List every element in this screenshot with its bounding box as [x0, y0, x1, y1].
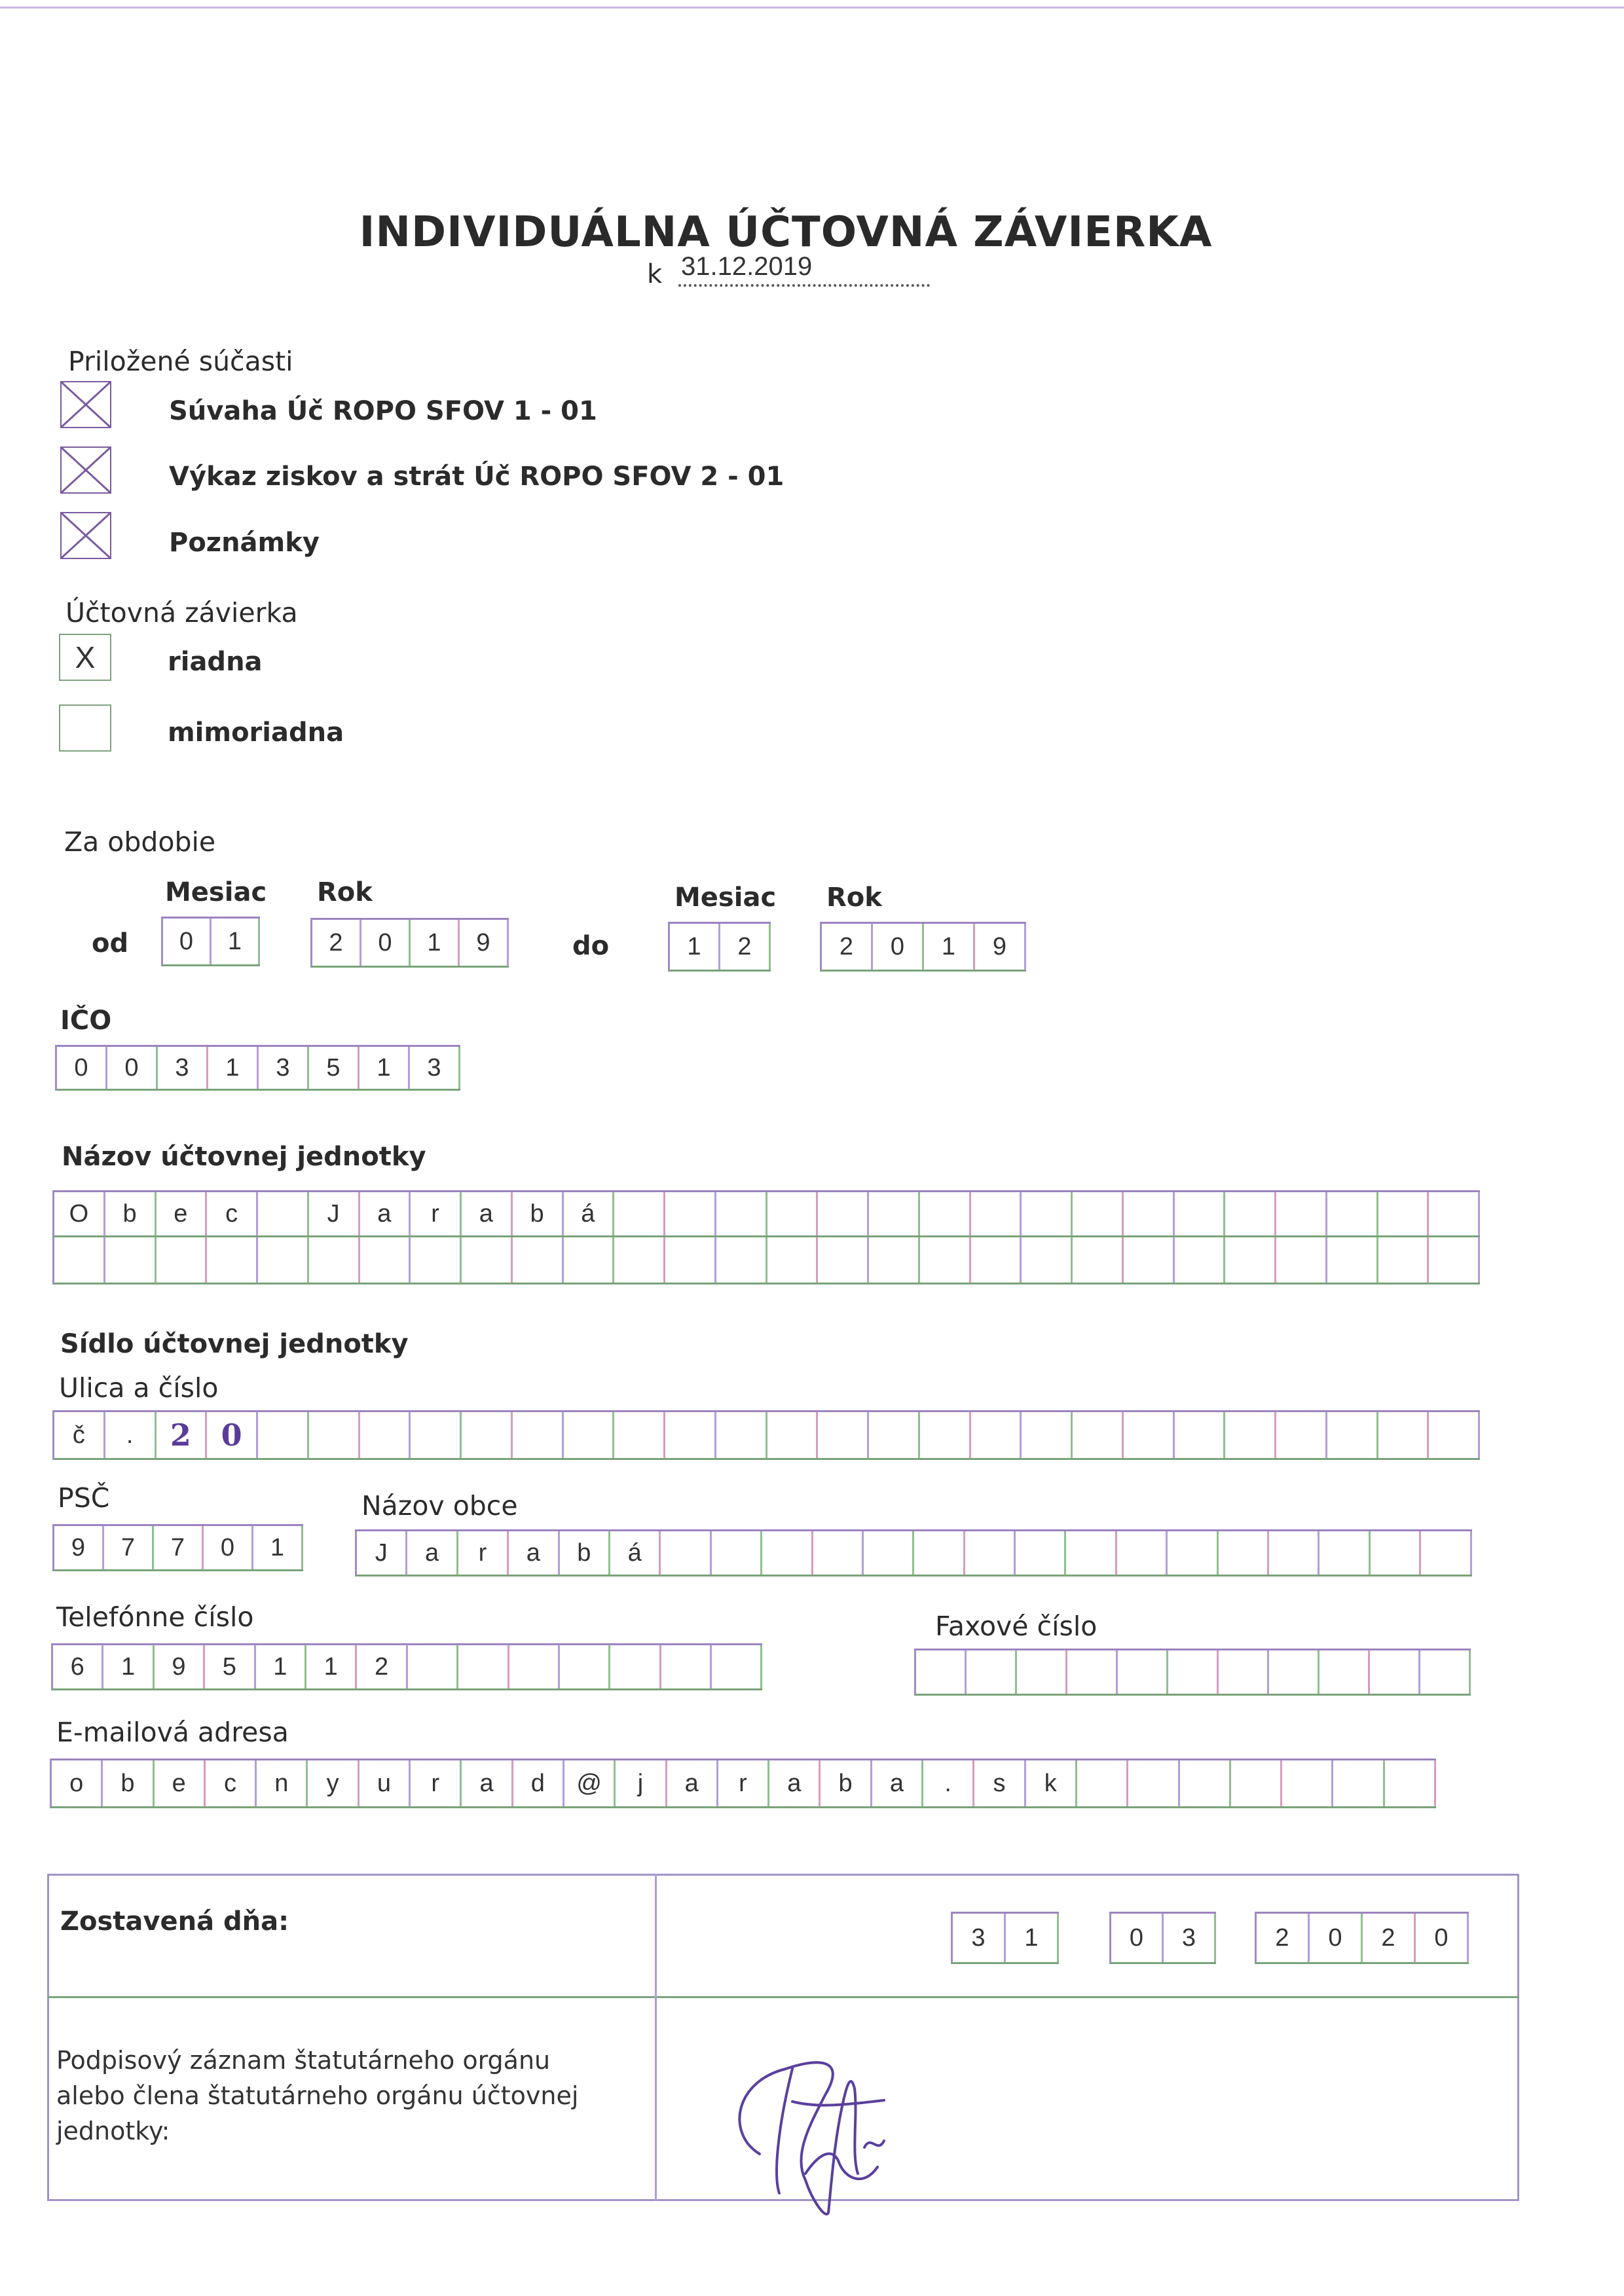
char-cell — [564, 1412, 615, 1458]
char-cell — [665, 1192, 716, 1235]
signature-box-divider — [47, 1996, 1519, 1998]
char-cell: a — [872, 1760, 923, 1806]
char-cell: 6 — [53, 1645, 103, 1688]
unit-name-label: Názov účtovnej jednotky — [62, 1142, 426, 1172]
char-cell: 9 — [155, 1645, 205, 1688]
char-cell: a — [769, 1760, 821, 1806]
char-cell: á — [564, 1192, 615, 1235]
char-cell — [1175, 1237, 1226, 1283]
char-cell: 2 — [312, 920, 361, 966]
char-cell — [813, 1531, 864, 1575]
char-cell — [1225, 1237, 1276, 1283]
char-cell — [661, 1645, 712, 1688]
char-cell: J — [357, 1531, 407, 1575]
char-cell — [614, 1237, 665, 1283]
char-cell: 9 — [975, 924, 1026, 970]
char-cell — [1231, 1760, 1282, 1806]
period-from-year-field[interactable] — [310, 918, 509, 968]
char-cell — [1429, 1192, 1480, 1235]
phone-label: Telefónne číslo — [56, 1601, 254, 1633]
char-cell: b — [105, 1192, 157, 1235]
char-cell: 5 — [309, 1047, 360, 1089]
char-cell — [661, 1531, 711, 1575]
fax-label: Faxové číslo — [935, 1611, 1098, 1642]
char-cell — [1168, 1531, 1218, 1575]
char-cell — [818, 1237, 869, 1283]
char-cell — [411, 1237, 462, 1283]
char-cell — [1429, 1237, 1480, 1283]
char-cell — [1066, 1531, 1116, 1575]
unit-name-row1[interactable] — [52, 1190, 1480, 1237]
char-cell: . — [923, 1760, 974, 1806]
char-cell: d — [513, 1760, 564, 1806]
char-cell — [971, 1412, 1022, 1458]
psc-field[interactable] — [52, 1524, 303, 1571]
char-cell — [462, 1412, 513, 1458]
attachment-checkbox-income[interactable] — [60, 446, 111, 494]
signature-note: Podpisový záznam štatutárneho orgánu alebo člena štatutárneho orgánu účtovnej jednotky: — [56, 2046, 579, 2145]
char-cell: a — [462, 1760, 513, 1806]
char-cell: 3 — [1164, 1914, 1216, 1962]
city-label: Názov obce — [361, 1490, 518, 1522]
char-cell — [869, 1192, 920, 1235]
unit-name-row2[interactable] — [52, 1237, 1480, 1285]
char-cell: b — [513, 1192, 564, 1235]
char-cell — [1269, 1531, 1320, 1575]
char-cell: 0 — [1416, 1914, 1469, 1962]
char-cell — [157, 1237, 208, 1283]
char-cell — [1017, 1650, 1067, 1694]
char-cell — [1225, 1192, 1276, 1235]
char-cell — [920, 1412, 971, 1458]
char-cell: O — [54, 1192, 105, 1235]
period-to-year-label: Rok — [826, 883, 882, 913]
char-cell — [920, 1237, 971, 1283]
char-cell — [1276, 1192, 1327, 1235]
compiled-month-field[interactable] — [1109, 1912, 1216, 1964]
char-cell: J — [309, 1192, 360, 1235]
char-cell: o — [52, 1760, 103, 1806]
closing-extraordinary-checkbox[interactable] — [59, 704, 111, 752]
char-cell: 0 — [1111, 1914, 1164, 1962]
char-cell — [408, 1645, 458, 1688]
char-cell: 2 — [157, 1412, 208, 1458]
char-cell: b — [560, 1531, 610, 1575]
char-cell — [1225, 1412, 1276, 1458]
address-heading: Sídlo účtovnej jednotky — [60, 1329, 409, 1359]
char-cell — [509, 1645, 560, 1688]
char-cell — [665, 1412, 716, 1458]
char-cell — [1333, 1760, 1384, 1806]
char-cell — [1371, 1531, 1421, 1575]
period-to-label: do — [572, 931, 610, 961]
char-cell — [1124, 1192, 1175, 1235]
char-cell: 1 — [103, 1645, 154, 1688]
ico-label: IČO — [60, 1006, 112, 1036]
period-from-year-label: Rok — [317, 877, 373, 907]
char-cell — [914, 1531, 965, 1575]
char-cell: 9 — [460, 920, 509, 966]
char-cell — [360, 1237, 411, 1283]
char-cell — [971, 1237, 1022, 1283]
char-cell — [1327, 1192, 1378, 1235]
char-cell: s — [974, 1760, 1025, 1806]
char-cell: a — [462, 1192, 513, 1235]
char-cell: 3 — [953, 1914, 1006, 1962]
char-cell — [1282, 1760, 1333, 1806]
char-cell — [716, 1412, 767, 1458]
char-cell — [411, 1412, 462, 1458]
fax-field[interactable] — [914, 1649, 1471, 1696]
char-cell — [965, 1531, 1016, 1575]
checkbox-cross-icon — [62, 513, 110, 558]
char-cell — [665, 1237, 716, 1283]
compiled-day-field[interactable] — [951, 1912, 1059, 1964]
char-cell — [1269, 1650, 1320, 1694]
char-cell — [1420, 1650, 1471, 1694]
period-from-month-label: Mesiac — [165, 877, 267, 907]
char-cell — [1276, 1237, 1327, 1283]
char-cell — [560, 1645, 610, 1688]
email-field[interactable] — [50, 1758, 1436, 1808]
char-cell — [1180, 1760, 1231, 1806]
char-cell — [1219, 1650, 1269, 1694]
char-cell: e — [155, 1760, 206, 1806]
char-cell — [258, 1237, 309, 1283]
char-cell — [614, 1412, 665, 1458]
period-to-year-field[interactable] — [820, 922, 1026, 972]
char-cell — [1124, 1237, 1175, 1283]
attachment-label-notes: Poznámky — [169, 528, 320, 558]
char-cell — [1022, 1412, 1073, 1458]
char-cell: 3 — [410, 1047, 460, 1089]
period-heading: Za obdobie — [64, 826, 216, 858]
char-cell: 2 — [822, 924, 873, 970]
char-cell: y — [308, 1760, 359, 1806]
attachment-label-income: Výkaz ziskov a strát Úč ROPO SFOV 2 - 01 — [169, 462, 784, 492]
char-cell — [458, 1645, 509, 1688]
char-cell: c — [207, 1192, 258, 1235]
char-cell — [564, 1237, 615, 1283]
char-cell — [1073, 1412, 1124, 1458]
attachment-label-balance: Súvaha Úč ROPO SFOV 1 - 01 — [169, 396, 597, 426]
char-cell — [1378, 1412, 1430, 1458]
char-cell: 2 — [357, 1645, 407, 1688]
char-cell — [1175, 1192, 1226, 1235]
handwritten-signature — [714, 2023, 910, 2232]
period-to-month-field[interactable] — [668, 922, 771, 972]
char-cell — [1175, 1412, 1226, 1458]
char-cell — [1219, 1531, 1269, 1575]
char-cell: 1 — [360, 1047, 410, 1089]
document-title: INDIVIDUÁLNA ÚČTOVNÁ ZÁVIERKA — [359, 208, 1213, 257]
street-label: Ulica a číslo — [59, 1372, 219, 1404]
char-cell: 0 — [107, 1047, 158, 1089]
char-cell: 2 — [1257, 1914, 1310, 1962]
char-cell: 0 — [57, 1047, 107, 1089]
char-cell: 1 — [212, 919, 260, 964]
ico-field[interactable] — [55, 1045, 460, 1091]
char-cell: k — [1026, 1760, 1077, 1806]
char-cell — [712, 1531, 762, 1575]
char-cell — [1168, 1650, 1219, 1694]
char-cell: e — [157, 1192, 208, 1235]
char-cell — [513, 1237, 564, 1283]
char-cell — [916, 1650, 967, 1694]
char-cell — [105, 1237, 157, 1283]
checkbox-cross-icon — [62, 382, 110, 427]
char-cell — [1378, 1237, 1430, 1283]
char-cell: 0 — [207, 1412, 258, 1458]
char-cell — [712, 1645, 762, 1688]
char-cell — [1327, 1412, 1378, 1458]
period-from-label: od — [92, 928, 129, 958]
char-cell — [920, 1192, 971, 1235]
char-cell: 1 — [253, 1526, 303, 1569]
char-cell — [207, 1237, 258, 1283]
date-field[interactable]: 31.12.2019 — [678, 252, 930, 287]
char-cell: 2 — [1363, 1914, 1416, 1962]
char-cell — [1385, 1760, 1436, 1806]
char-cell — [869, 1237, 920, 1283]
char-cell: a — [667, 1760, 718, 1806]
char-cell: 5 — [205, 1645, 255, 1688]
char-cell — [258, 1412, 309, 1458]
char-cell — [309, 1412, 360, 1458]
compiled-label: Zostavená dňa: — [60, 1906, 289, 1937]
char-cell — [971, 1192, 1022, 1235]
char-cell — [1124, 1412, 1175, 1458]
attachment-checkbox-balance[interactable] — [60, 381, 111, 428]
attachments-heading: Priložené súčasti — [68, 346, 293, 377]
closing-extraordinary-label: mimoriadna — [168, 718, 344, 748]
phone-field[interactable] — [51, 1643, 762, 1690]
char-cell: a — [407, 1531, 458, 1575]
char-cell: 0 — [873, 924, 924, 970]
char-cell: c — [206, 1760, 257, 1806]
top-edge-line — [0, 7, 1624, 9]
char-cell: 1 — [924, 924, 975, 970]
char-cell: a — [509, 1531, 559, 1575]
checkbox-cross-icon — [62, 448, 110, 492]
char-cell — [1320, 1650, 1370, 1694]
char-cell — [360, 1412, 411, 1458]
char-cell — [767, 1192, 819, 1235]
char-cell — [716, 1192, 767, 1235]
char-cell: 9 — [54, 1526, 104, 1569]
period-to-month-label: Mesiac — [674, 883, 777, 913]
attachment-checkbox-notes[interactable] — [60, 512, 111, 559]
char-cell: r — [718, 1760, 769, 1806]
date-prefix: k — [647, 259, 663, 289]
char-cell — [818, 1192, 869, 1235]
city-field[interactable] — [355, 1529, 1472, 1576]
char-cell — [869, 1412, 920, 1458]
char-cell: u — [360, 1760, 411, 1806]
period-from-month-field[interactable] — [161, 917, 260, 966]
char-cell — [54, 1237, 105, 1283]
char-cell: 2 — [720, 924, 771, 970]
signature-box-vdivider — [655, 1874, 657, 2201]
char-cell — [610, 1645, 661, 1688]
char-cell: 0 — [1310, 1914, 1363, 1962]
char-cell — [767, 1237, 819, 1283]
char-cell — [1067, 1650, 1118, 1694]
char-cell — [1117, 1531, 1168, 1575]
char-cell: a — [360, 1192, 411, 1235]
char-cell: 0 — [204, 1526, 253, 1569]
closing-regular-checkbox[interactable]: X — [59, 634, 111, 681]
char-cell: r — [458, 1531, 509, 1575]
char-cell: 1 — [306, 1645, 357, 1688]
psc-label: PSČ — [58, 1482, 110, 1514]
char-cell: 3 — [158, 1047, 208, 1089]
char-cell — [462, 1237, 513, 1283]
char-cell — [716, 1237, 767, 1283]
char-cell: . — [105, 1412, 157, 1458]
closing-heading: Účtovná závierka — [65, 597, 298, 629]
char-cell — [1022, 1192, 1073, 1235]
char-cell — [1327, 1237, 1378, 1283]
char-cell — [513, 1412, 564, 1458]
char-cell: č — [54, 1412, 105, 1458]
char-cell: r — [411, 1760, 462, 1806]
char-cell: 1 — [411, 920, 460, 966]
char-cell: b — [103, 1760, 154, 1806]
char-cell — [1378, 1192, 1430, 1235]
char-cell — [967, 1650, 1017, 1694]
char-cell — [1073, 1237, 1124, 1283]
char-cell — [1077, 1760, 1128, 1806]
char-cell — [818, 1412, 869, 1458]
char-cell — [1429, 1412, 1480, 1458]
char-cell — [864, 1531, 914, 1575]
char-cell: @ — [564, 1760, 616, 1806]
char-cell — [762, 1531, 813, 1575]
closing-regular-label: riadna — [168, 647, 263, 677]
char-cell — [614, 1192, 665, 1235]
char-cell — [1128, 1760, 1179, 1806]
char-cell: 7 — [154, 1526, 204, 1569]
char-cell: b — [821, 1760, 872, 1806]
char-cell: 7 — [104, 1526, 154, 1569]
char-cell: 1 — [256, 1645, 306, 1688]
char-cell — [1073, 1192, 1124, 1235]
char-cell: 1 — [1006, 1914, 1059, 1962]
char-cell — [258, 1192, 309, 1235]
char-cell — [1118, 1650, 1168, 1694]
email-label: E-mailová adresa — [56, 1717, 289, 1748]
char-cell: á — [610, 1531, 661, 1575]
char-cell: 0 — [361, 920, 411, 966]
char-cell: 1 — [670, 924, 720, 970]
char-cell — [767, 1412, 819, 1458]
char-cell: 3 — [259, 1047, 309, 1089]
char-cell — [1022, 1237, 1073, 1283]
char-cell: j — [616, 1760, 667, 1806]
char-cell — [1276, 1412, 1327, 1458]
char-cell — [1421, 1531, 1471, 1575]
char-cell: 1 — [208, 1047, 259, 1089]
char-cell — [1320, 1531, 1370, 1575]
char-cell — [309, 1237, 360, 1283]
char-cell: n — [257, 1760, 308, 1806]
char-cell: r — [411, 1192, 462, 1235]
char-cell — [1016, 1531, 1066, 1575]
char-cell: 0 — [163, 919, 212, 964]
compiled-year-field[interactable] — [1255, 1912, 1469, 1964]
street-field[interactable] — [52, 1410, 1480, 1460]
char-cell — [1370, 1650, 1420, 1694]
